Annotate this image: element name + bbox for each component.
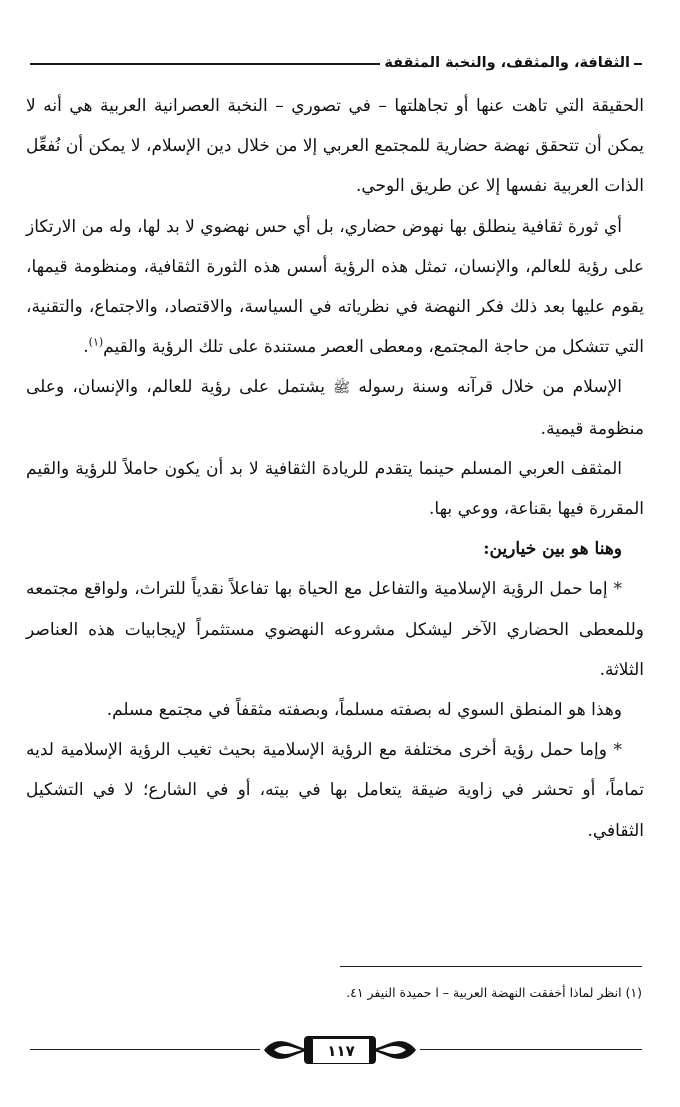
- paragraph-4: المثقف العربي المسلم حينما يتقدم للريادة الثقافية لا بد أن يكون حاملاً للرؤية والقيم المقررة فيها بقناعة، ووعي بها.: [26, 458, 644, 520]
- footnote-marker[interactable]: (١): [88, 335, 104, 349]
- paragraph-2-end: .: [83, 337, 89, 358]
- paragraph-6-text: إما حمل الرؤية الإسلامية والتفاعل مع الحياة بها تفاعلاً نقدياً للتراث، ولواقع مجتمعه وللمعطى الحضاري الآخر ليشكل مشروعه النهضوي مستثمراً لإيجابيات هذه العناصر الثلاثة.: [26, 579, 644, 680]
- paragraph-1: الحقيقة التي تاهت عنها أو تجاهلتها – في تصوري – النخبة العصرانية العربية هي أنه لا يمكن أن تتحقق نهضة حضارية للمجتمع العربي إلا من خلال دين الإسلام، لا يمكن أن نُفعِّل الذات العربية نفسها إلا عن طريق الوحي.: [26, 96, 644, 197]
- page-footer: [30, 1030, 642, 1070]
- main-text: [26, 86, 644, 851]
- footnote-rule: [340, 966, 642, 967]
- footnote: (١) انظر لماذا أخفقت النهضة العربية – ا حميدة النيفر ٤١.: [346, 985, 642, 1000]
- paragraph-3-text-a: الإسلام من خلال قرآنه وسنة رسوله: [358, 377, 623, 398]
- bullet-star: *: [613, 579, 623, 600]
- page-number: ١١٧: [312, 1038, 370, 1064]
- paragraph-3-text-b: يشتمل على رؤية للعالم، والإنسان، وعلى منظومة قيمية.: [26, 377, 644, 439]
- paragraph-2: [26, 207, 644, 368]
- running-header: [30, 44, 642, 84]
- paragraph-7: وهذا هو المنطق السوي له بصفته مسلماً، وبصفته مثقفاً في مجتمع مسلم.: [106, 700, 622, 721]
- paragraph-5-heading: وهنا هو بين خيارين:: [483, 539, 622, 560]
- paragraph-8: [26, 730, 644, 851]
- pbuh-glyph: ﷺ: [333, 380, 351, 397]
- chapter-title: الثقافة، والمثقف، والنخبة المثقفة: [380, 52, 634, 74]
- paragraph-2-text: أي ثورة ثقافية ينطلق بها نهوض حضاري، بل أي حس نهضوي لا بد لها، وله من الارتكاز على رؤية للعالم، والإنسان، تمثل هذه الرؤية أسس هذه الثورة الثقافية، ومنظومة قيمها، يقوم عليها بعد ذلك فكر النهضة في نظرياته في السياسة، والاقتصاد، والاجتماع، والتقنية، التي تتشكل من حاجة المجتمع، ومعطى العصر مستندة على تلك الرؤية والقيم: [26, 216, 644, 358]
- bullet-star: *: [613, 740, 623, 761]
- paragraph-8-text: وإما حمل رؤية أخرى مختلفة مع الرؤية الإسلامية بحيث تغيب الرؤية الإسلامية لديه تماماً، أو تحشر في زاوية ضيقة يتعامل بها في بيته، أو في الشارع؛ لا في التشكيل الثقافي.: [26, 740, 644, 841]
- paragraph-3: [26, 367, 644, 448]
- paragraph-6: [26, 569, 644, 690]
